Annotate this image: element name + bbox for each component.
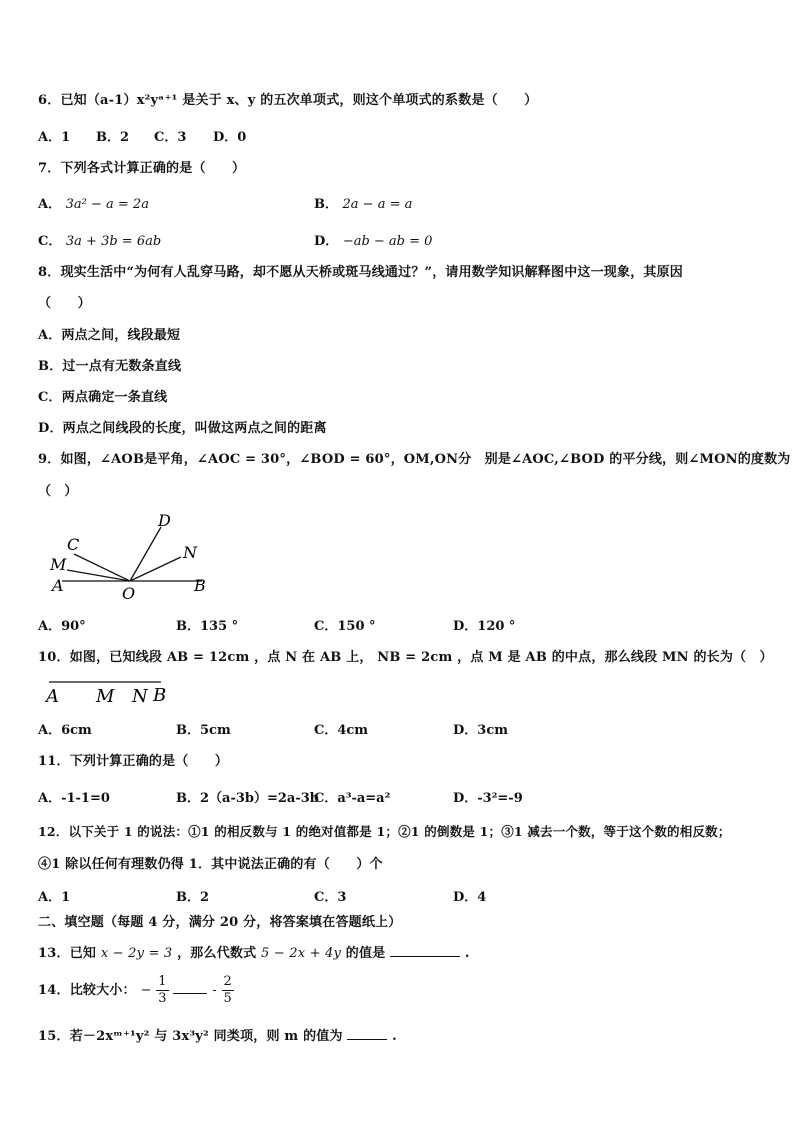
q7-option-c <box>38 230 161 249</box>
q14-prefix: 14．比较大小： <box>38 983 136 998</box>
q7-option-d-label: D． <box>314 234 339 249</box>
q7-option-a-label: A． <box>38 197 62 212</box>
q9-option-c: C．150 ° <box>314 619 376 634</box>
q11-option-a: A．-1-1=0 <box>38 791 110 806</box>
q8-stem-cont: （ ） <box>38 296 91 311</box>
q7-stem: 7．下列各式计算正确的是（ ） <box>38 161 246 176</box>
ray-om <box>67 570 130 581</box>
q11-option-c: C．a³-a=a² <box>314 791 391 806</box>
q6-option-c: C．3 <box>154 130 187 145</box>
q15-answer-blank[interactable] <box>347 1025 387 1040</box>
q14 <box>38 972 234 1010</box>
q9-option-b: B．135 ° <box>176 619 239 634</box>
q12-option-b: B．2 <box>176 890 210 905</box>
q6-option-a: A．1 <box>38 130 71 145</box>
section-2-title: 二、填空题（每题 4 分，满分 20 分，将答案填在答题纸上） <box>38 915 402 930</box>
q6-option-b: B．2 <box>96 130 130 145</box>
ray-od <box>130 527 161 581</box>
label-o: O <box>122 584 136 603</box>
label-a: A <box>46 686 59 706</box>
q9-stem-cont: （ ） <box>38 484 78 499</box>
q14-answer-blank[interactable] <box>173 975 207 994</box>
q12-stem: 12．以下关于 1 的说法：①1 的相反数与 1 的绝对值都是 1；②1 的倒数是 1；③1 减去一个数，等于这个数的相反数； <box>38 824 731 839</box>
q14-fraction-2 <box>222 974 234 1007</box>
q14-fraction-1-denominator: 3 <box>158 991 167 1006</box>
q7-option-b-label: B． <box>314 197 338 212</box>
label-n: N <box>183 543 197 562</box>
q12-option-d: D．4 <box>453 890 487 905</box>
q9-option-a: A．90° <box>38 619 86 634</box>
ray-oc <box>74 554 130 581</box>
label-b: B <box>153 685 167 706</box>
q13-mid: ，那么代数式 <box>177 946 257 961</box>
q13-suffix: 的值是 <box>345 946 386 961</box>
q7-option-c-label: C． <box>38 234 62 249</box>
q8-option-a: A．两点之间，线段最短 <box>38 328 181 343</box>
label-c: C <box>67 535 80 554</box>
q8-option-b: B．过一点有无数条直线 <box>38 359 182 374</box>
q10-segment-figure <box>40 674 180 706</box>
label-b: B <box>194 576 206 595</box>
q7-option-d-expr: −ab − ab = 0 <box>342 234 433 249</box>
q7-option-a <box>38 193 149 212</box>
q10-option-b: B．5cm <box>176 723 231 738</box>
q7-option-c-expr: 3a + 3b = 6ab <box>65 234 162 249</box>
q14-minus-1: − <box>140 983 152 998</box>
q13-prefix: 13．已知 <box>38 946 97 961</box>
ray-on <box>130 557 181 581</box>
label-d: D <box>158 511 171 530</box>
label-m: M <box>50 555 67 574</box>
q10-option-c: C．4cm <box>314 723 369 738</box>
q7-option-b-expr: 2a − a = a <box>342 197 413 212</box>
q14-fraction-1 <box>156 974 168 1007</box>
q13-expression: 5 − 2x + 4y <box>261 946 342 961</box>
q7-option-d <box>314 230 432 249</box>
q14-fraction-1-numerator: 1 <box>158 974 167 989</box>
q9-stem: 9．如图，∠AOB是平角，∠AOC = 30°，∠BOD = 60°，OM,ON分 别是∠AOC,∠BOD 的平分线，则∠MON的度数为 <box>38 452 791 467</box>
q13-condition: x − 2y = 3 <box>100 946 173 961</box>
q12-option-a: A．1 <box>38 890 71 905</box>
q13 <box>38 942 470 961</box>
q13-answer-blank[interactable] <box>390 942 460 957</box>
q6-option-d: D．0 <box>213 130 247 145</box>
q7-option-a-expr: 3a² − a = 2a <box>65 197 149 212</box>
q11-stem: 11．下列计算正确的是（ ） <box>38 754 229 769</box>
q11-option-d: D．-3²=-9 <box>453 791 523 806</box>
q13-end: . <box>464 946 470 961</box>
q12-option-c: C．3 <box>314 890 347 905</box>
q14-fraction-2-numerator: 2 <box>223 974 233 989</box>
q8-stem: 8．现实生活中“为何有人乱穿马路，却不愿从天桥或斑马线通过？”，请用数学知识解释图中这一现象，其原因 <box>38 265 684 280</box>
q9-option-d: D．120 ° <box>453 619 516 634</box>
q8-option-d: D．两点之间线段的长度，叫做这两点之间的距离 <box>38 421 327 436</box>
q10-stem: 10．如图，已知线段 AB = 12cm ，点 N 在 AB 上， NB = 2cm ，点 M 是 AB 的中点，那么线段 MN 的长为（ ） <box>38 650 773 665</box>
label-m: M <box>96 686 115 706</box>
q8-option-c: C．两点确定一条直线 <box>38 390 168 405</box>
q15 <box>38 1025 397 1044</box>
q10-option-a: A．6cm <box>38 723 92 738</box>
q15-end: . <box>392 1029 397 1044</box>
q12-stem-cont: ④1 除以任何有理数仍得 1．其中说法正确的有（ ）个 <box>38 857 383 872</box>
q9-angle-figure <box>40 508 240 603</box>
label-a: A <box>52 576 64 595</box>
q7-option-b <box>314 193 412 212</box>
q10-option-d: D．3cm <box>453 723 508 738</box>
q14-fraction-2-denominator: 5 <box>223 991 233 1006</box>
q15-text: 15．若－2xᵐ⁺¹y² 与 3x³y² 同类项，则 m 的值为 <box>38 1029 343 1044</box>
q11-option-b: B．2（a-3b）=2a-3b <box>176 791 319 806</box>
q14-minus-2: - <box>212 983 217 998</box>
label-n: N <box>132 686 148 706</box>
q6-stem: 6．已知（a-1）x²yᵃ⁺¹ 是关于 x、y 的五次单项式，则这个单项式的系数是（ ） <box>38 93 538 108</box>
